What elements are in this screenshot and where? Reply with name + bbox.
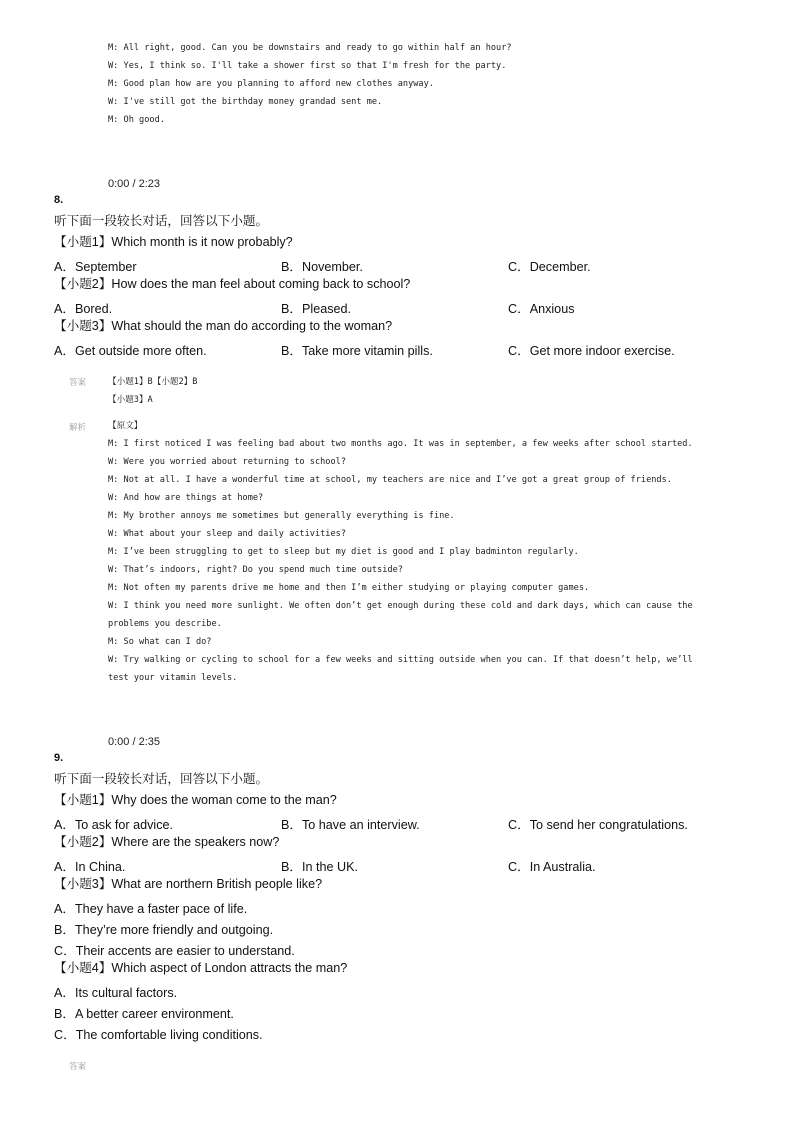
transcript-line: M: So what can I do? <box>108 637 212 647</box>
sub-question: 【小题4】Which aspect of London attracts the man? <box>54 961 348 975</box>
option-a[interactable]: A．Its cultural factors. <box>54 986 178 1000</box>
answer-text: 【小题3】A <box>108 395 153 405</box>
transcript-line: M: I’ve been struggling to get to sleep but my diet is good and I play badminton regularly. <box>108 547 579 557</box>
option-a[interactable]: A．In China. <box>54 860 126 874</box>
option-a[interactable]: A．To ask for advice. <box>54 818 173 832</box>
option-b[interactable]: B．To have an interview. <box>281 818 420 832</box>
sub-question: 【小题2】Where are the speakers now? <box>54 835 280 849</box>
transcript-line: W: Try walking or cycling to school for a few weeks and sitting outside when you can. If that doesn’t help, we’ll test your vitamin levels. <box>108 655 693 683</box>
sub-question: 【小题1】Why does the woman come to the man? <box>54 793 337 807</box>
option-b[interactable]: B．They’re more friendly and outgoing. <box>54 923 274 937</box>
transcript-line: W: What about your sleep and daily activities? <box>108 529 346 539</box>
prev-dialogue-line: W: Yes, I think so. I'll take a shower first so that I'm fresh for the party. <box>108 61 507 71</box>
option-c[interactable]: C．To send her congratulations. <box>508 818 688 832</box>
option-c[interactable]: C．Their accents are easier to understand. <box>54 944 295 958</box>
answer-label: 答案 <box>69 1062 87 1072</box>
option-c[interactable]: C．The comfortable living conditions. <box>54 1028 263 1042</box>
option-c[interactable]: C．Get more indoor exercise. <box>508 344 675 358</box>
answer-text: 【小题1】B【小题2】B <box>108 377 198 387</box>
analysis-label: 解析 <box>69 423 87 433</box>
option-c[interactable]: C．In Australia. <box>508 860 596 874</box>
option-c[interactable]: C．December. <box>508 260 591 274</box>
sub-question: 【小题2】How does the man feel about coming back to school? <box>54 277 411 291</box>
prev-dialogue-line: M: Oh good. <box>108 115 165 125</box>
sub-question: 【小题1】Which month is it now probably? <box>54 235 293 249</box>
sub-question: 【小题3】What are northern British people like? <box>54 877 323 891</box>
option-b[interactable]: B．In the UK. <box>281 860 358 874</box>
transcript-line: W: And how are things at home? <box>108 493 264 503</box>
question-number: 9. <box>54 752 64 764</box>
sub-question: 【小题3】What should the man do according to the woman? <box>54 319 393 333</box>
transcript-line: W: Were you worried about returning to school? <box>108 457 346 467</box>
transcript-line: M: Not often my parents drive me home and then I’m either studying or playing computer games. <box>108 583 590 593</box>
prev-dialogue-line: W: I've still got the birthday money grandad sent me. <box>108 97 383 107</box>
audio-player-time[interactable]: 0:00 / 2:23 <box>108 178 160 190</box>
option-b[interactable]: B．November. <box>281 260 363 274</box>
option-a[interactable]: A．September <box>54 260 137 274</box>
transcript-line: W: I think you need more sunlight. We often don’t get enough during these cold and dark days, which can cause the problems you describe. <box>108 601 693 629</box>
option-a[interactable]: A．Get outside more often. <box>54 344 207 358</box>
transcript-line: W: That’s indoors, right? Do you spend much time outside? <box>108 565 403 575</box>
question-instruction: 听下面一段较长对话，回答以下小题。 <box>54 214 269 228</box>
prev-dialogue-line: M: All right, good. Can you be downstairs and ready to go within half an hour? <box>108 43 512 53</box>
prev-dialogue-line: M: Good plan how are you planning to afford new clothes anyway. <box>108 79 434 89</box>
option-c[interactable]: C．Anxious <box>508 302 575 316</box>
option-b[interactable]: B．A better career environment. <box>54 1007 234 1021</box>
transcript-line: M: I first noticed I was feeling bad about two months ago. It was in september, a few weeks after school started. <box>108 439 693 449</box>
answer-label: 答案 <box>69 378 87 388</box>
transcript-line: M: Not at all. I have a wonderful time at school, my teachers are nice and I’ve got a great group of friends. <box>108 475 672 485</box>
transcript-line: M: My brother annoys me sometimes but generally everything is fine. <box>108 511 455 521</box>
analysis-title: 【原文】 <box>108 421 143 431</box>
option-a[interactable]: A．They have a faster pace of life. <box>54 902 248 916</box>
option-a[interactable]: A．Bored. <box>54 302 113 316</box>
question-number: 8. <box>54 194 64 206</box>
audio-player-time[interactable]: 0:00 / 2:35 <box>108 736 160 748</box>
option-b[interactable]: B．Take more vitamin pills. <box>281 344 433 358</box>
question-instruction: 听下面一段较长对话，回答以下小题。 <box>54 772 269 786</box>
option-b[interactable]: B．Pleased. <box>281 302 352 316</box>
